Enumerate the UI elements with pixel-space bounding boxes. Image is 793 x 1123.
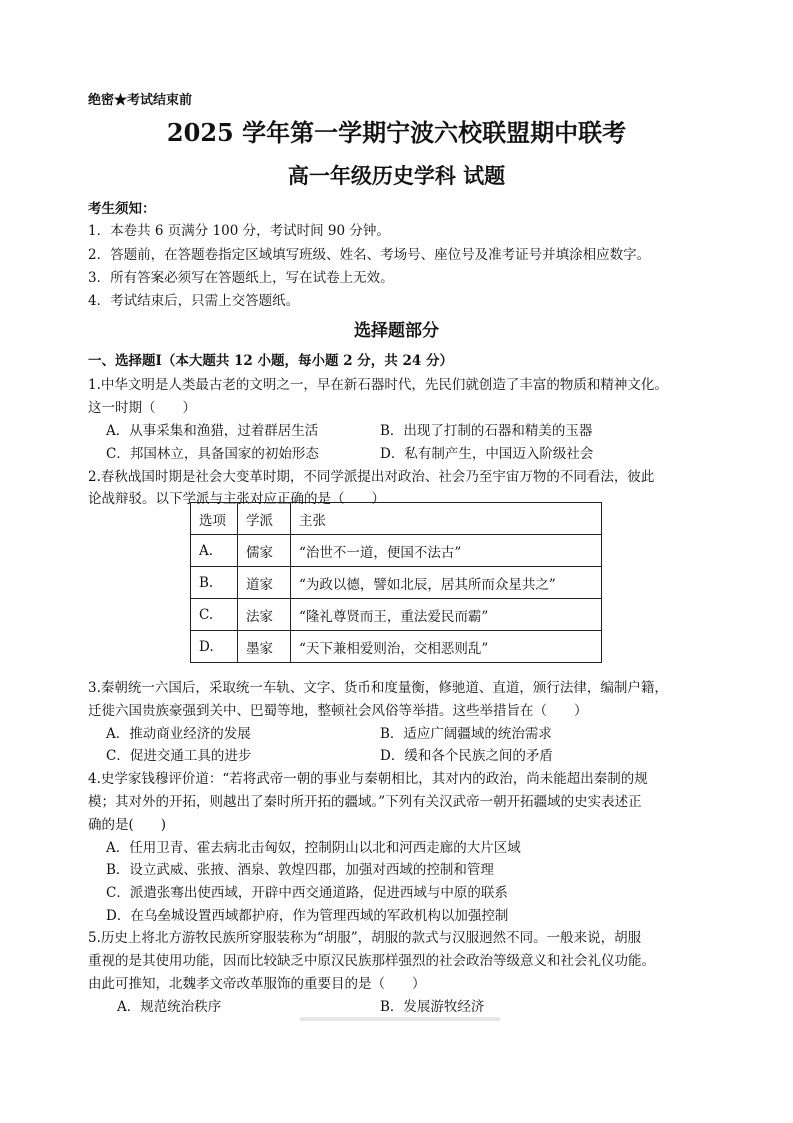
q4-option-a: A．任用卫青、霍去病北击匈奴，控制阴山以北和河西走廊的大片区域 <box>106 840 521 856</box>
q4-option-d: D．在乌垒城设置西域都护府，作为管理西域的军政机构以加强控制 <box>106 908 509 924</box>
q4-option-b: B．设立武威、张掖、酒泉、敦煌四郡，加强对西域的控制和管理 <box>106 862 494 878</box>
q3-option-b: B．适应广阔疆域的统治需求 <box>380 726 552 742</box>
q1-option-b: B．出现了打制的石器和精美的玉器 <box>380 423 593 439</box>
table-cell: “治世不一道，便国不法古” <box>291 535 602 567</box>
q3-option-a: A．推动商业经济的发展 <box>106 726 251 742</box>
question-2-line: 2.春秋战国时期是社会大变革时期，不同学派提出对政治、社会乃至宇宙万物的不同看法，彼此 <box>88 469 655 485</box>
q1-option-a: A．从事采集和渔猎，过着群居生活 <box>106 423 319 439</box>
question-5-line: 由此可推知，北魏孝文帝改革服饰的重要目的是（ ） <box>88 976 426 992</box>
table-cell: 儒家 <box>238 535 291 567</box>
table-header-cell: 学派 <box>238 503 291 535</box>
table-row <box>191 599 602 631</box>
question-4-line: 确的是( ) <box>88 817 167 833</box>
question-1-line: 这一时期（ ） <box>88 400 196 416</box>
table-cell: “天下兼相爱则治，交相恶则乱” <box>291 631 602 663</box>
q1-option-c: C．邦国林立，具备国家的初始形态 <box>106 446 319 462</box>
q5-option-b: B．发展游牧经济 <box>380 999 485 1015</box>
q3-option-d: D．缓和各个民族之间的矛盾 <box>380 748 553 764</box>
page-footer-smudge <box>300 1017 500 1021</box>
question-5-line: 重视的是其使用功能，因而比较缺乏中原汉民族那样强烈的社会政治等级意义和社会礼仪功能。 <box>88 953 655 969</box>
question-4-line: 模；其对外的开拓，则越出了秦时所开拓的疆域。”下列有关汉武帝一朝开拓疆域的史实表述正 <box>88 794 642 810</box>
question-3-line: 3.秦朝统一六国后，采取统一车轨、文字、货币和度量衡，修驰道、直道，颁行法律，编制户籍， <box>88 680 668 696</box>
table-cell: C. <box>191 599 238 631</box>
table-cell: 墨家 <box>238 631 291 663</box>
table-cell: “为政以德，譬如北辰，居其所而众星共之” <box>291 567 602 599</box>
q3-option-c: C．促进交通工具的进步 <box>106 748 252 764</box>
table-cell: “隆礼尊贤而王，重法爱民而霸” <box>291 599 602 631</box>
question-2-line: 论战辩驳。以下学派与主张对应正确的是（ ） <box>88 491 385 507</box>
table-header-cell: 选项 <box>191 503 238 535</box>
question-3-line: 迁徙六国贵族豪强到关中、巴蜀等地，整顿社会风俗等举措。这些举措旨在（ ） <box>88 703 588 719</box>
section-title: 选择题部分 <box>354 321 439 341</box>
notice-heading: 考生须知： <box>88 201 156 217</box>
table-cell: 法家 <box>238 599 291 631</box>
exam-title: 2025 学年第一学期宁波六校联盟期中联考 <box>166 118 627 147</box>
q1-option-d: D．私有制产生，中国迈入阶级社会 <box>380 446 594 462</box>
table-cell: D. <box>191 631 238 663</box>
school-claim-table <box>190 502 602 663</box>
confidential-label: 绝密★考试结束前 <box>88 93 193 108</box>
table-header-row <box>191 503 602 535</box>
q4-option-c: C．派遣张骞出使西域，开辟中西交通道路，促进西域与中原的联系 <box>106 885 508 901</box>
table-row <box>191 567 602 599</box>
question-5-line: 5.历史上将北方游牧民族所穿服装称为“胡服”，胡服的款式与汉服迥然不同。一般来说，胡服 <box>88 930 642 946</box>
question-4-line: 4.史学家钱穆评价道：“若将武帝一朝的事业与秦朝相比，其对内的政治，尚未能超出秦制的规 <box>88 771 648 787</box>
question-1-line: 1.中华文明是人类最古老的文明之一，早在新石器时代，先民们就创造了丰富的物质和精神文化。 <box>88 377 668 393</box>
q5-option-a: A．规范统治秩序 <box>117 999 222 1015</box>
notice-item: 2．答题前，在答题卷指定区域填写班级、姓名、考场号、座位号及准考证号并填涂相应数字。 <box>88 247 651 263</box>
table-row <box>191 631 602 663</box>
table-cell: B. <box>191 567 238 599</box>
table-row <box>191 535 602 567</box>
table-header-cell: 主张 <box>291 503 602 535</box>
notice-item: 3．所有答案必须写在答题纸上，写在试卷上无效。 <box>88 270 394 286</box>
table-cell: 道家 <box>238 567 291 599</box>
part-heading: 一、选择题Ⅰ（本大题共 12 小题，每小题 2 分，共 24 分） <box>88 353 453 369</box>
table-cell: A. <box>191 535 238 567</box>
notice-item: 4．考试结束后，只需上交答题纸。 <box>88 293 300 309</box>
exam-subtitle: 高一年级历史学科 试题 <box>287 163 506 188</box>
notice-item: 1．本卷共 6 页满分 100 分，考试时间 90 分钟。 <box>88 223 390 239</box>
